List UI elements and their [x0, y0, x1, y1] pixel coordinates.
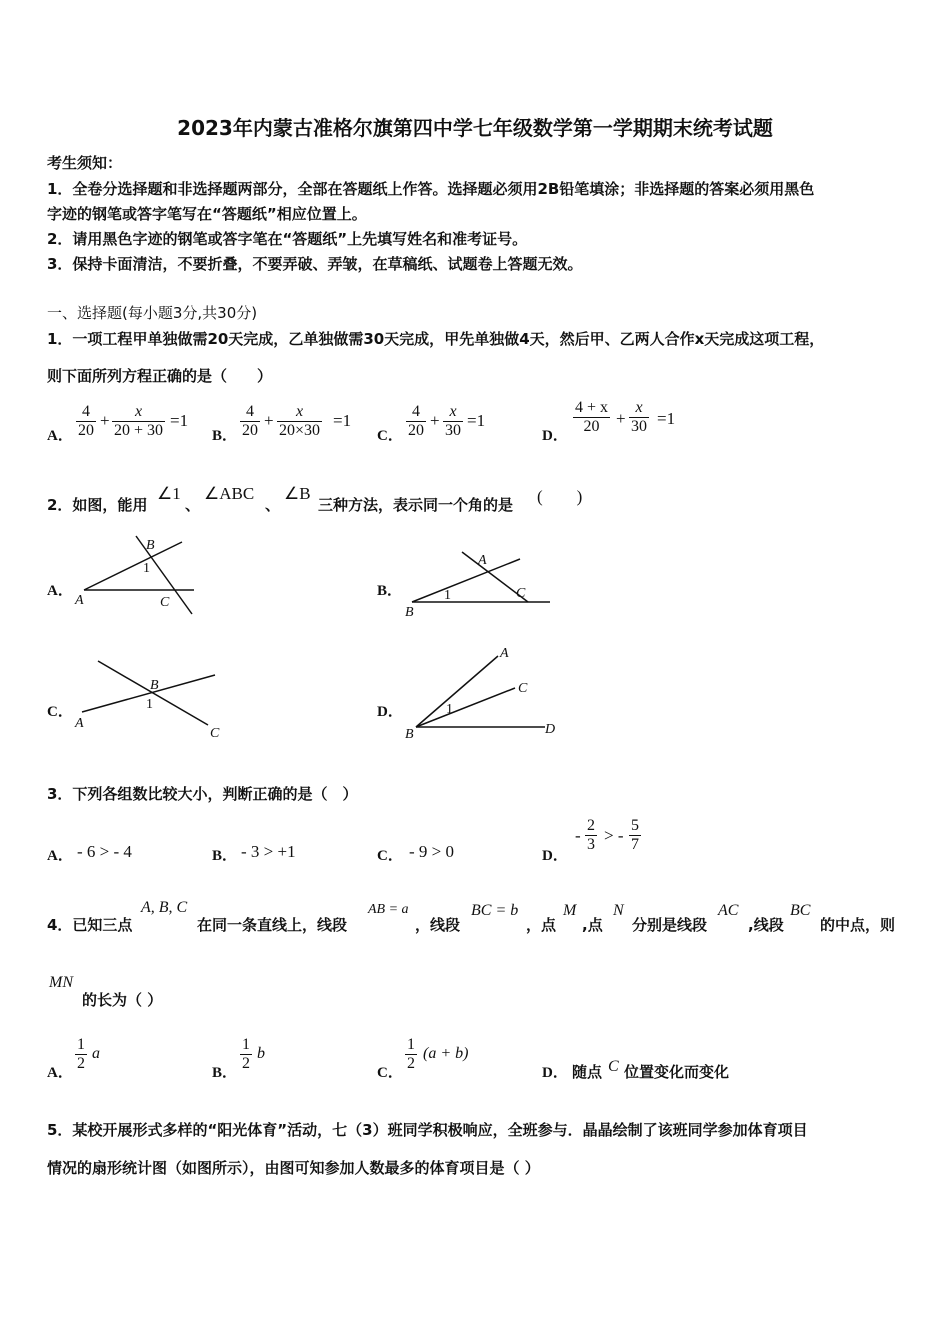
q2-paren: ( ) [537, 487, 583, 506]
q1-b-frac1: $\frac{4}{20}$ [242, 403, 258, 439]
q2-option-d-label: D． [377, 704, 403, 720]
q4-bc: BC = b [471, 902, 519, 919]
svg-text:A: A [478, 553, 487, 568]
q2-option-a-label: A． [47, 583, 73, 599]
q3-option-d-label: D． [542, 848, 568, 864]
q2-prefix: 2．如图，能用 [47, 496, 148, 514]
svg-text:1: 1 [446, 702, 453, 717]
svg-text:B: B [146, 538, 155, 553]
q1-c-rhs: =1 [467, 411, 486, 430]
q4-b-half: $\frac{1}{2}$ [242, 1036, 250, 1072]
q4-m: M [563, 902, 577, 919]
q4-mn: MN [49, 974, 73, 991]
q1-b-frac2: $\frac{x}{20\times 30}$ [279, 403, 321, 439]
svg-text:A: A [500, 646, 509, 661]
q2-option-c-label: C． [47, 704, 73, 720]
q1-c-frac2: $\frac{x}{30}$ [445, 403, 461, 439]
q2-figure-c [70, 655, 230, 745]
q4-option-a-label: A． [47, 1065, 73, 1081]
svg-text:1: 1 [143, 561, 150, 576]
notice-line1b: 字迹的钢笔或答字笔写在“答题纸”相应位置上。 [47, 205, 367, 223]
q4-n: N [613, 902, 624, 919]
q4-a-half: $\frac{1}{2}$ [77, 1036, 85, 1072]
q2-figure-d [400, 640, 570, 745]
q1-b-rhs: =1 [333, 411, 352, 430]
q1-d-frac1: $\frac{4 + x}{20}$ [575, 399, 609, 435]
svg-text:C: C [210, 726, 220, 741]
svg-text:1: 1 [146, 697, 153, 712]
svg-text:B: B [405, 727, 414, 742]
svg-text:C: C [518, 681, 528, 696]
q3-option-a-label: A． [47, 848, 73, 864]
q4-c-half: $\frac{1}{2}$ [407, 1036, 415, 1072]
q1-option-c-label: C． [377, 428, 403, 444]
q1-option-a-label: A． [47, 428, 73, 444]
q3-option-c-label: C． [377, 848, 403, 864]
q1-a-rhs: =1 [170, 411, 189, 430]
svg-text:C: C [160, 595, 170, 610]
q1-option-b-label: B． [212, 428, 238, 444]
q2-angle1: ∠1 [157, 484, 181, 503]
svg-text:A: A [75, 716, 84, 731]
svg-text:B: B [405, 605, 414, 620]
q4-option-d-label: D． [542, 1065, 568, 1081]
notice-line3: 3．保持卡面清洁，不要折叠，不要弄破、弄皱，在草稿纸、试题卷上答题无效。 [47, 255, 583, 273]
q3-option-c: - 9 > 0 [409, 842, 454, 861]
q3-d-frac1: $\frac{2}{3}$ [587, 817, 595, 853]
q3-text: 3．下列各组数比较大小，判断正确的是（ ） [47, 785, 358, 803]
q4-ac: AC [718, 902, 739, 919]
page-title: 2023年内蒙古准格尔旗第四中学七年级数学第一学期期末统考试题 [177, 116, 773, 140]
notice-line2: 2．请用黑色字迹的钢笔或答字笔在“答题纸”上先填写姓名和准考证号。 [47, 230, 528, 248]
svg-text:1: 1 [444, 588, 451, 603]
q1-option-d-label: D． [542, 428, 568, 444]
q1-text-a: 1．一项工程甲单独做需20天完成，乙单独做需30天完成，甲先单独做4天，然后甲、乙两人合作x天完成这项工程， [47, 330, 825, 348]
q2-figure-b [400, 545, 555, 620]
q4-points: A, B, C [141, 899, 188, 916]
q4-option-b-label: B． [212, 1065, 238, 1081]
svg-text:A: A [75, 593, 84, 608]
q4-bc2: BC [790, 902, 811, 919]
q3-option-b-label: B． [212, 848, 238, 864]
q4-option-c-label: C． [377, 1065, 403, 1081]
q2-angle-b: ∠B [284, 484, 311, 503]
q3-option-b: - 3 > +1 [241, 842, 296, 861]
q5-text-a: 5．某校开展形式多样的“阳光体育”活动，七（3）班同学积极响应，全班参与．晶晶绘制了该班同学参加体育项目 [47, 1121, 808, 1139]
section-heading: 一、选择题(每小题3分,共30分) [47, 304, 258, 322]
q1-d-rhs: =1 [657, 409, 676, 428]
q2-angle-abc: ∠ABC [204, 484, 255, 503]
svg-text:C: C [516, 586, 526, 601]
q3-d-frac2: $\frac{5}{7}$ [631, 817, 639, 853]
q1-a-frac2: $\frac{x}{20 + 30}$ [114, 403, 164, 439]
q1-text-b: 则下面所列方程正确的是（ ） [47, 367, 273, 385]
q1-a-frac1: $\frac{4}{20}$ [78, 403, 94, 439]
q2-figure-a [70, 530, 210, 620]
q1-d-frac2: $\frac{x}{30}$ [631, 399, 647, 435]
q4-ab: AB = a [368, 902, 409, 917]
q1-c-frac1: $\frac{4}{20}$ [408, 403, 424, 439]
notice-line1a: 1．全卷分选择题和非选择题两部分，全部在答题纸上作答。选择题必须用2B铅笔填涂；非选择题的答案必须用黑色 [47, 180, 815, 198]
q5-text-b: 情况的扇形统计图（如图所示），由图可知参加人数最多的体育项目是（ ） [47, 1159, 540, 1177]
q2-suffix: 三种方法，表示同一个角的是 [318, 496, 514, 514]
svg-text:B: B [150, 678, 159, 693]
svg-text:D: D [545, 722, 556, 737]
q2-option-b-label: B． [377, 583, 403, 599]
notice-heading: 考生须知： [47, 154, 123, 172]
q3-option-a: - 6 > - 4 [77, 842, 132, 861]
